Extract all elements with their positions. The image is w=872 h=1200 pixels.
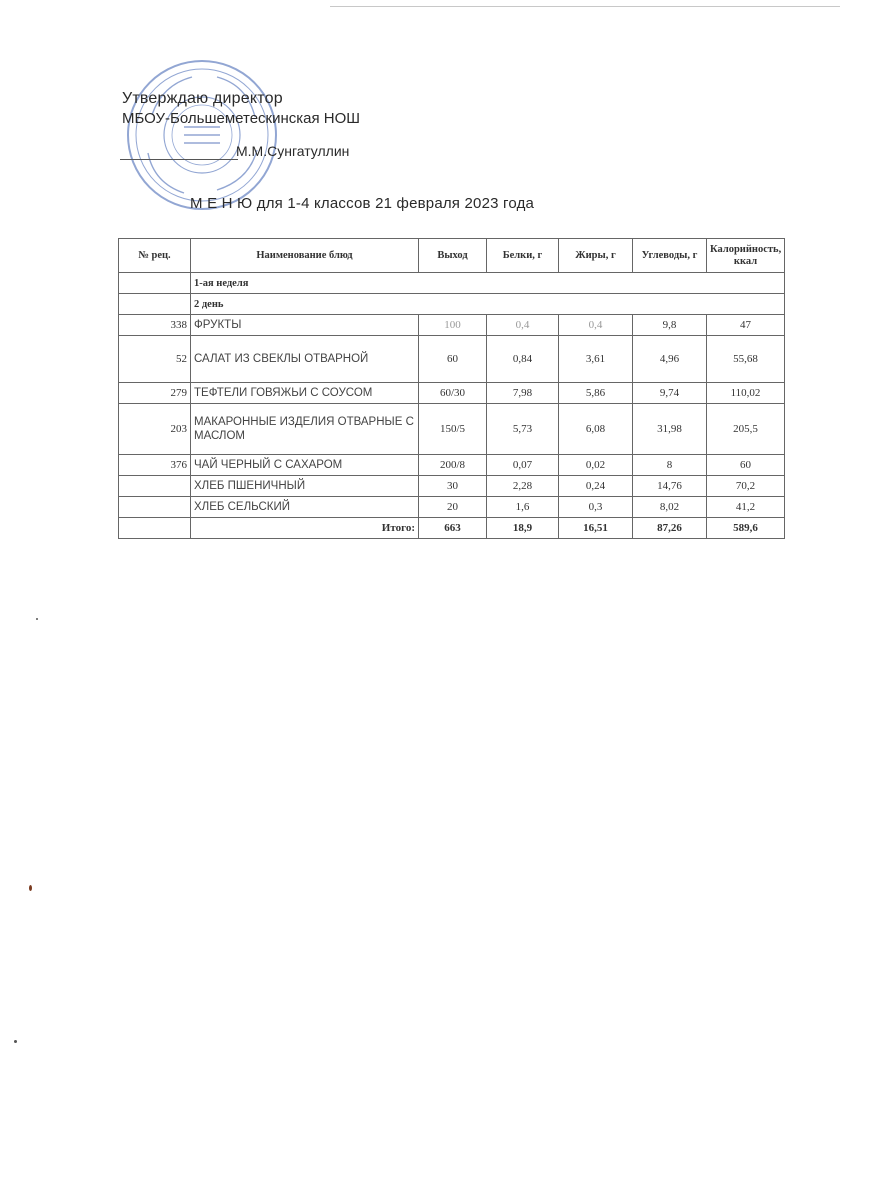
recipe-number: 338 [119, 315, 191, 336]
recipe-number: 376 [119, 455, 191, 476]
dish-output: 20 [419, 497, 487, 518]
dish-fat: 0,24 [559, 476, 633, 497]
col-header-dish: Наименование блюд [191, 239, 419, 273]
col-header-output: Выход [419, 239, 487, 273]
dish-protein: 0,4 [487, 315, 559, 336]
col-header-calories: Калорийность, ккал [707, 239, 785, 273]
scan-edge-line [330, 6, 840, 7]
dish-fat: 5,86 [559, 383, 633, 404]
dish-carbs: 31,98 [633, 404, 707, 455]
approval-line: Утверждаю директор [122, 90, 283, 107]
recipe-number: 279 [119, 383, 191, 404]
col-header-fat: Жиры, г [559, 239, 633, 273]
dish-fat: 0,4 [559, 315, 633, 336]
dish-carbs: 14,76 [633, 476, 707, 497]
table-row [119, 476, 785, 497]
dish-calories: 205,5 [707, 404, 785, 455]
dish-calories: 110,02 [707, 383, 785, 404]
dish-name: ХЛЕБ ПШЕНИЧНЫЙ [191, 476, 419, 497]
scan-speck [29, 885, 32, 891]
dish-protein: 0,84 [487, 336, 559, 383]
dish-output: 60 [419, 336, 487, 383]
dish-output: 200/8 [419, 455, 487, 476]
dish-name: ЧАЙ ЧЕРНЫЙ С САХАРОМ [191, 455, 419, 476]
dish-name: ТЕФТЕЛИ ГОВЯЖЬИ С СОУСОМ [191, 383, 419, 404]
dish-fat: 3,61 [559, 336, 633, 383]
dish-protein: 5,73 [487, 404, 559, 455]
dish-carbs: 8 [633, 455, 707, 476]
dish-fat: 0,3 [559, 497, 633, 518]
col-header-carbs: Углеводы, г [633, 239, 707, 273]
school-name: МБОУ-Большеметескинская НОШ [122, 110, 361, 127]
dish-calories: 55,68 [707, 336, 785, 383]
dish-calories: 60 [707, 455, 785, 476]
dish-protein: 1,6 [487, 497, 559, 518]
dish-fat: 0,02 [559, 455, 633, 476]
total-output: 663 [419, 518, 487, 539]
recipe-number [119, 476, 191, 497]
dish-fat: 6,08 [559, 404, 633, 455]
total-carbs: 87,26 [633, 518, 707, 539]
round-seal-stamp [122, 55, 282, 215]
recipe-number [119, 497, 191, 518]
total-fat: 16,51 [559, 518, 633, 539]
table-row [119, 404, 785, 455]
total-row [119, 518, 785, 539]
dish-protein: 2,28 [487, 476, 559, 497]
total-label: Итого: [191, 518, 419, 539]
dish-name: МАКАРОННЫЕ ИЗДЕЛИЯ ОТВАРНЫЕ С МАСЛОМ [191, 404, 419, 455]
dish-calories: 41,2 [707, 497, 785, 518]
signature-line [120, 159, 238, 160]
dish-carbs: 9,74 [633, 383, 707, 404]
dish-carbs: 8,02 [633, 497, 707, 518]
table-row [119, 315, 785, 336]
table-row [119, 336, 785, 383]
dish-name: ХЛЕБ СЕЛЬСКИЙ [191, 497, 419, 518]
approval-header [122, 90, 360, 127]
week-row [119, 273, 785, 294]
dish-protein: 7,98 [487, 383, 559, 404]
dish-output: 150/5 [419, 404, 487, 455]
total-calories: 589,6 [707, 518, 785, 539]
table-header-row [119, 239, 785, 273]
scan-speck [36, 618, 38, 620]
table-row [119, 455, 785, 476]
col-header-recipe: № рец. [119, 239, 191, 273]
recipe-number: 203 [119, 404, 191, 455]
scan-speck [14, 1040, 17, 1043]
director-name: М.М.Сунгатуллин [236, 143, 350, 159]
dish-output: 60/30 [419, 383, 487, 404]
dish-protein: 0,07 [487, 455, 559, 476]
col-header-protein: Белки, г [487, 239, 559, 273]
dish-output: 30 [419, 476, 487, 497]
dish-carbs: 4,96 [633, 336, 707, 383]
dish-calories: 70,2 [707, 476, 785, 497]
dish-calories: 47 [707, 315, 785, 336]
total-protein: 18,9 [487, 518, 559, 539]
day-label: 2 день [191, 294, 785, 315]
table-row [119, 383, 785, 404]
menu-table [118, 238, 785, 539]
dish-carbs: 9,8 [633, 315, 707, 336]
table-row [119, 497, 785, 518]
menu-title: М Е Н Ю для 1-4 классов 21 февраля 2023 года [190, 195, 535, 212]
dish-name: ФРУКТЫ [191, 315, 419, 336]
recipe-number: 52 [119, 336, 191, 383]
day-row [119, 294, 785, 315]
dish-name: САЛАТ ИЗ СВЕКЛЫ ОТВАРНОЙ [191, 336, 419, 383]
dish-output: 100 [419, 315, 487, 336]
week-label: 1-ая неделя [191, 273, 785, 294]
